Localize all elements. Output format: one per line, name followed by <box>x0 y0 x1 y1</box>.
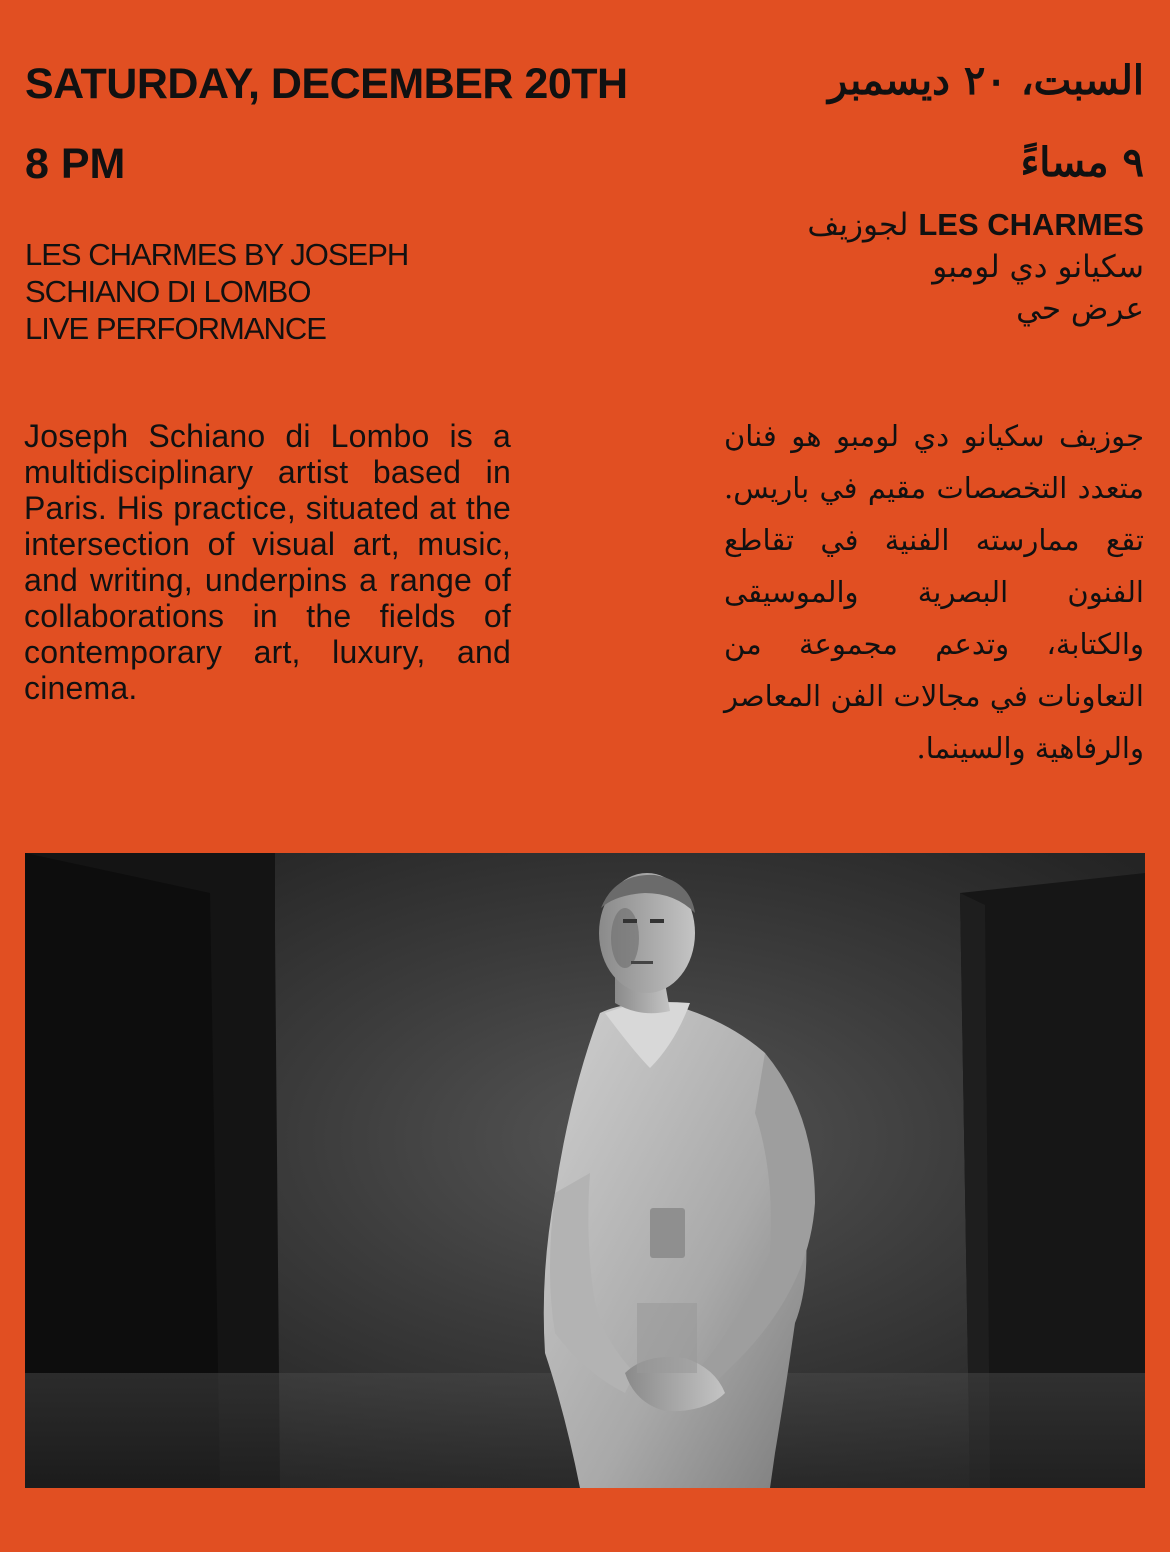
event-title-arabic-line: سكيانو دي لومبو <box>932 249 1144 285</box>
time-arabic: ٩ مساءً <box>1020 139 1144 186</box>
date-arabic: السبت، ٢٠ ديسمبر <box>828 57 1144 104</box>
event-title-line: LES CHARMES BY JOSEPH <box>25 237 409 272</box>
date-english: SATURDAY, DECEMBER 20TH <box>25 60 628 108</box>
time-english: 8 PM <box>25 140 126 188</box>
artist-bio-english: Joseph Schiano di Lombo is a multidisciplinary artist based in Paris. His practice, situated at the intersection of visual art, music, and writing, underpins a range of collaborations in the fields of contemporary art, luxury, and cinema. <box>24 418 511 706</box>
event-title-arabic-line <box>624 204 1144 246</box>
event-title-latin: LES CHARMES <box>918 207 1144 242</box>
event-title-arabic-line: عرض حي <box>1016 291 1144 327</box>
event-title-line: LIVE PERFORMANCE <box>25 311 326 346</box>
event-title-arabic <box>624 204 1144 330</box>
event-title-arabic-word: لجوزيف <box>807 207 909 243</box>
event-title-line: SCHIANO DI LOMBO <box>25 274 311 309</box>
artist-photo <box>25 853 1145 1488</box>
artist-bio-arabic: جوزيف سكيانو دي لومبو هو فنان متعدد التخصصات مقيم في باريس. تقع ممارسته الفنية في تقاطع الفنون البصرية والموسيقى والكتابة، وتدعم مجموعة من التعاونات في مجالات الفن المعاصر والرفاهية والسينما. <box>724 419 1144 765</box>
event-title-english <box>25 236 545 347</box>
